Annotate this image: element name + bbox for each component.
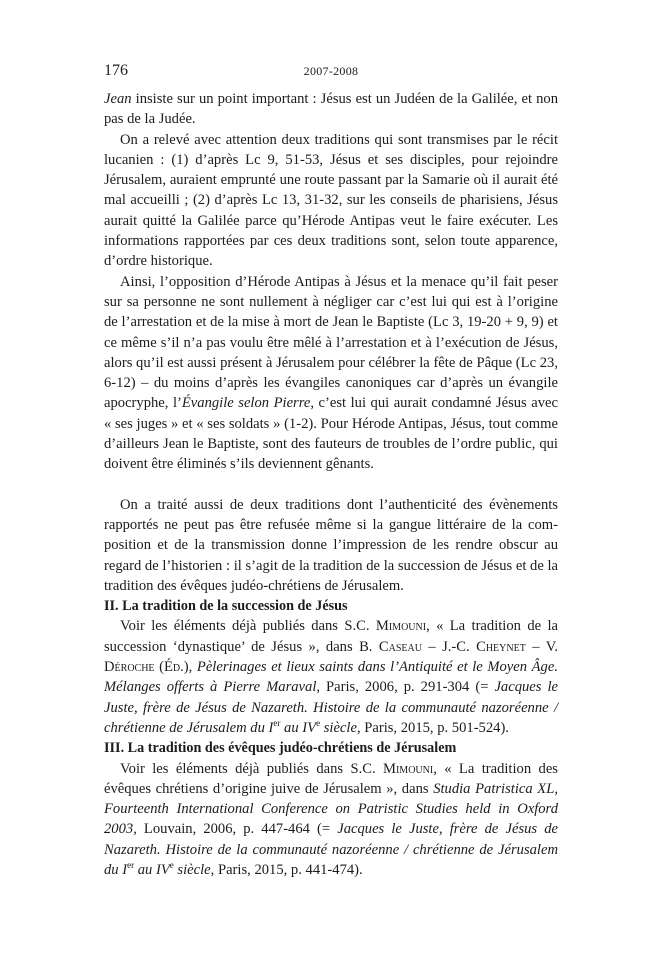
author-name: Déroche: [104, 659, 155, 676]
paragraph-text: ),: [183, 659, 197, 676]
paragraph-2: On a relevé avec attention deux traditions qui sont transmises par le récit lucanien : (1) d’après Lc 9, 51-53, Jésus et ses disciples, pour rejoindre Jérusalem, auraient emprunté une route passant par la Samarie où il aurait été mal accueilli ; (2) d’après Lc 13, 31-32, sur les conseils de pharisiens, Jésus aurait quitté la Galilée parce qu’Hérode Antipas veut le faire exécuter. Les informations rapportées par ces deux traditions sont, selon toute apparence, d’ordre historique.: [104, 131, 558, 270]
paragraph-text: , Paris, 2015, p. 501-524).: [356, 719, 509, 736]
author-name: Caseau: [378, 638, 422, 655]
paragraph-4: On a traité aussi de deux traditions dont l’authenticité des évènements rapportés ne peut pas être refusée même si la gangue littéraire de la composition et de la transmission donne l’impression de les rendre obscur au regard de l’historien : il s’agit de la tradition de la succession de Jésus et de la tradition des évêques judéo-chrétiens de Jérusalem.: [104, 496, 558, 594]
body-text: [104, 89, 558, 880]
paragraph-text: insiste sur un point important : Jésus est un Judéen de la Galilée, et non pas de la Judée.: [104, 91, 558, 128]
paragraph-text: , « La tradition de la succession ‘dynastique’ de Jésus », dans B.: [104, 618, 558, 655]
paragraph-3: [104, 272, 558, 475]
paragraph-text: , Louvain, 2006, p. 447-464 (=: [133, 821, 338, 838]
paragraph-1: [104, 89, 558, 130]
superscript: er: [273, 718, 281, 729]
author-name: Mimouni: [383, 760, 434, 777]
section-heading-3: III. La tradition des évêques judéo-chrétiens de Jérusalem: [104, 740, 457, 757]
italic-title: au IV: [280, 719, 317, 736]
page-number: 176: [104, 62, 128, 79]
section-heading-2: II. La tradition de la succession de Jésus: [104, 598, 348, 615]
italic-title: au IV: [134, 861, 170, 878]
section-2-paragraph: [104, 616, 558, 738]
paragraph-text: , c’est lui qui aurait condamné Jésus avec « ses juges » et « ses soldats » (1-2). Pour Hérode Antipas, Jésus, tout comme d’ailleurs Jean le Baptiste, sont des fauteurs de troubles de l’ordre public, qui doivent être éliminés s’ils deviennent gênants.: [104, 395, 558, 473]
author-name: Cheynet: [476, 638, 526, 655]
paragraph-text: (: [154, 659, 164, 676]
paragraph-text: Voir les éléments déjà publiés dans S.C.: [120, 618, 376, 635]
superscript: e: [316, 718, 321, 729]
paragraph-text: Voir les éléments déjà publiés dans S.C.: [120, 760, 383, 777]
paragraph-text: , Paris, 2015, p. 441-474).: [210, 861, 363, 878]
superscript: e: [169, 860, 174, 871]
italic-title: Jacques le Juste, frère de Jésus de Nazareth. Histoire de la communauté nazoréenne / chrétienne de Jérusalem du I: [104, 679, 558, 736]
superscript: er: [127, 860, 135, 871]
italic-title: siècle: [173, 861, 211, 878]
paragraph-text: , Paris, 2006, p. 291-304 (=: [316, 679, 495, 696]
section-3-paragraph: [104, 759, 558, 881]
italic-title: Pèlerinages et lieux saints dans l’Antiquité et le Moyen Âge. Mélanges offerts à Pierre Maraval: [104, 659, 558, 696]
italic-title: Studia Patristica XL, Fourteenth International Conference on Patristic Studies held in Oxford 2003: [104, 780, 558, 838]
italic-title: Jacques le Juste, frère de Jésus de Nazareth. Histoire de la communauté nazoréenne / chrétienne de Jérusalem du I: [104, 821, 558, 878]
editor-abbrev: Éd.: [164, 659, 184, 676]
italic-text: Jean: [104, 91, 132, 107]
italic-title: siècle: [320, 719, 357, 736]
paragraph-text: – V.: [525, 638, 559, 655]
paragraph-text: – J.-C.: [421, 638, 477, 655]
author-name: Mimouni: [375, 618, 427, 635]
paragraph-text: , « La tradition des évêques chrétiens d’origine juive de Jérusalem », dans: [104, 760, 558, 797]
italic-title: Évangile selon Pierre: [181, 395, 311, 412]
running-head: 2007-2008: [303, 64, 359, 78]
paragraph-text: Ainsi, l’opposition d’Hérode Antipas à Jésus et la menace qu’il fait peser sur sa personne ne sont nullement à négliger car c’est lui qui est à l’origine de l’arrestation et de la mise à mort de Jean le Baptiste (Lc 3, 19-20 + 9, 9) et ce même s’il n’a pas voulu être mêlé à l’arrestation et à l’exécution de Jésus, alors qu’il est aussi présent à Jérusalem pour célébrer la fête de Pâque (Lc 23, 6-12) – du moins d’après les évangiles canoniques car d’après un évangile apocryphe, l’: [104, 273, 558, 412]
